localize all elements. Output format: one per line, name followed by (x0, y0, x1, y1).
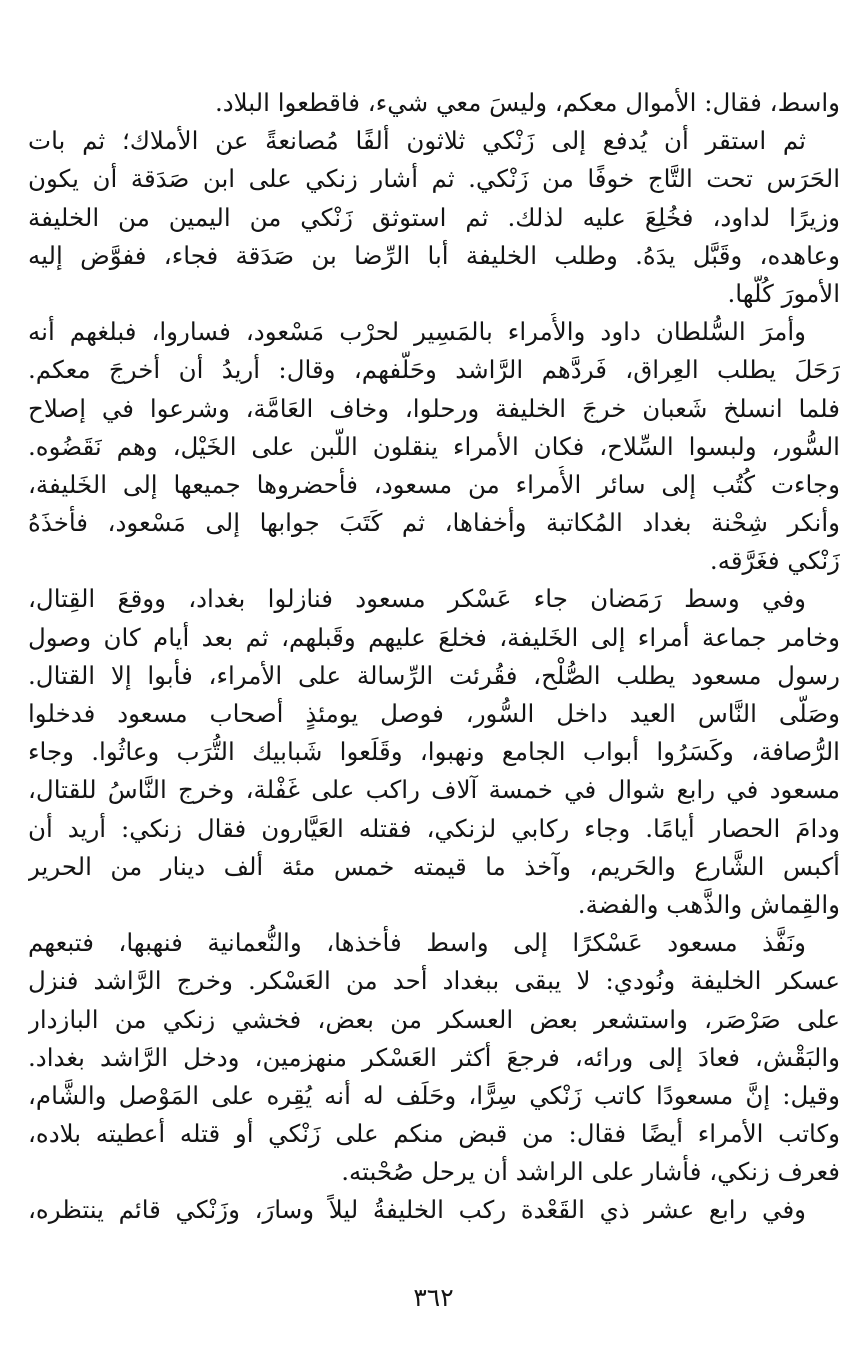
text-line: مسعود في رابع شوال في خمسة آلاف راكب على غَفْلة، وخرج النَّاسُ للقتال، (28, 775, 840, 805)
text-line: وزيرًا لداود، فخُلِعَ عليه لذلك. ثم استوثق زَنْكي من اليمين من الخليفة (28, 202, 840, 232)
text-line: على صَرْصَر، واستشعر بعض العسكر من بعض، فخشي زنكي من البازدار (28, 1004, 840, 1034)
text-line: زَنْكي فغَرَّقه. (709, 546, 840, 576)
page-number: ٣٦٢ (413, 1283, 454, 1312)
text-line: وقيل: إنَّ مسعودًا كاتب زَنْكي سِرًّا، وحَلَف له أنه يُقِره على المَوْصل والشَّام، (28, 1080, 840, 1110)
text-line: ثم استقر أن يُدفع إلى زَنْكي ثلاثون ألفًا مُصانعةً عن الأملاك؛ ثم بات (28, 126, 806, 156)
text-line: وأمرَ السُّلطان داود والأُمراء بالمَسِير لحرْب مَسْعود، فساروا، فبلغهم أنه (28, 317, 806, 347)
text-line: رسول مسعود يطلب الصُّلْح، فقُرئت الرِّسالة على الأمراء، فأبوا إلا القتال. (28, 660, 840, 690)
text-line: وفي وسط رَمَضان جاء عَسْكر مسعود فنازلوا بغداد، ووقعَ القِتال، (28, 584, 806, 614)
text-line: عسكر الخليفة ونُودي: لا يبقى ببغداد أحد من العَسْكر. وخرج الرَّاشد فنزل (28, 966, 840, 996)
text-line: فلما انسلخ شَعبان خرجَ الخليفة ورحلوا، وخاف العَامَّة، وشرعوا في إصلاح (28, 393, 840, 423)
paragraph-6 (28, 1191, 840, 1229)
text-line: ودامَ الحصار أيامًا. وجاء ركابي لزنكي، فقتله العَيَّارون فقال زنكي: أريد أن (28, 813, 840, 843)
text-line: وصَلَّى النَّاس العيد داخل السُّور، فوصل يومئذٍ أصحاب مسعود فدخلوا (28, 699, 840, 728)
text-line: وكاتب الأمراء أيضًا فقال: من قبض منكم على زَنْكي أو قتله أعطيته بلاده، (28, 1119, 840, 1149)
text-line: السُّور، ولبسوا السِّلاح، فكان الأمراء ينقلون اللَّبن على الخَيْل، وهم نَقَضُوه. (28, 431, 840, 461)
text-line: وخامر جماعة أمراء إلى الخَليفة، فخلعَ عليهم وقَبلهم، ثم بعد أيام كان وصول (28, 622, 840, 652)
text-line: وجاءت كُتُب إلى سائر الأُمراء من مسعود، فأحضروها جميعها إلى الخَليفة، (28, 469, 840, 499)
text-line: الأمورَ كُلَّها. (727, 278, 840, 308)
text-line: واسط، فقال: الأموال معكم، وليسَ معي شيء، فاقطعوا البلاد. (214, 88, 840, 117)
paragraph-2 (28, 122, 840, 313)
text-line: ونَفَّذ مسعود عَسْكرًا إلى واسط فأخذها، والنُّعمانية فنهبها، فتبعهم (28, 928, 806, 958)
text-line: والقِماش والذَّهب والفضة. (577, 889, 840, 919)
text-line: الرُّصافة، وكَسَرُوا أبواب الجامع ونهبوا، وقَلَعوا شَبابيك التُّرَب وعاثُوا. وجاء (28, 737, 840, 767)
text-line: والبَقْش، فعادَ إلى ورائه، فرجعَ أكثر العَسْكر منهزمين، ودخل الرَّاشد بغداد. (28, 1042, 840, 1072)
paragraph-3 (28, 313, 840, 580)
paragraph-1 (28, 84, 840, 122)
text-line: وعاهده، وقَبَّل يدَهُ. وطلب الخليفة أبا الرِّضا بن صَدَقة فجاء، ففوَّض إليه (28, 240, 840, 270)
text-line: أكبس الشَّارع والحَريم، وآخذ ما قيمته خمس مئة ألف دينار من الحرير (28, 851, 840, 881)
paragraph-5 (28, 924, 840, 1191)
text-line: وأنكر شِحْنة بغداد المُكاتبة وأخفاها، ثم كَتَبَ جوابها إلى مَسْعود، فأخذَهُ (28, 508, 840, 538)
text-line: وفي رابع عشر ذي القَعْدة ركب الخليفةُ ليلاً وسارَ، وزَنْكي قائم ينتظره، (28, 1195, 806, 1225)
page-body (28, 84, 840, 1230)
text-line: رَحَلَ يطلب العِراق، فَردَّهم الرَّاشد وحَلَّفهم، وقال: أريدُ أن أخرجَ معكم. (28, 355, 840, 385)
paragraph-4 (28, 580, 840, 924)
text-line: الحَرَس تحت التَّاج خوفًا من زَنْكي. ثم أشار زنكي على ابن صَدَقة أن يكون (28, 164, 840, 194)
text-line: فعرف زنكي، فأشار على الراشد أن يرحل صُحْبته. (341, 1157, 840, 1187)
